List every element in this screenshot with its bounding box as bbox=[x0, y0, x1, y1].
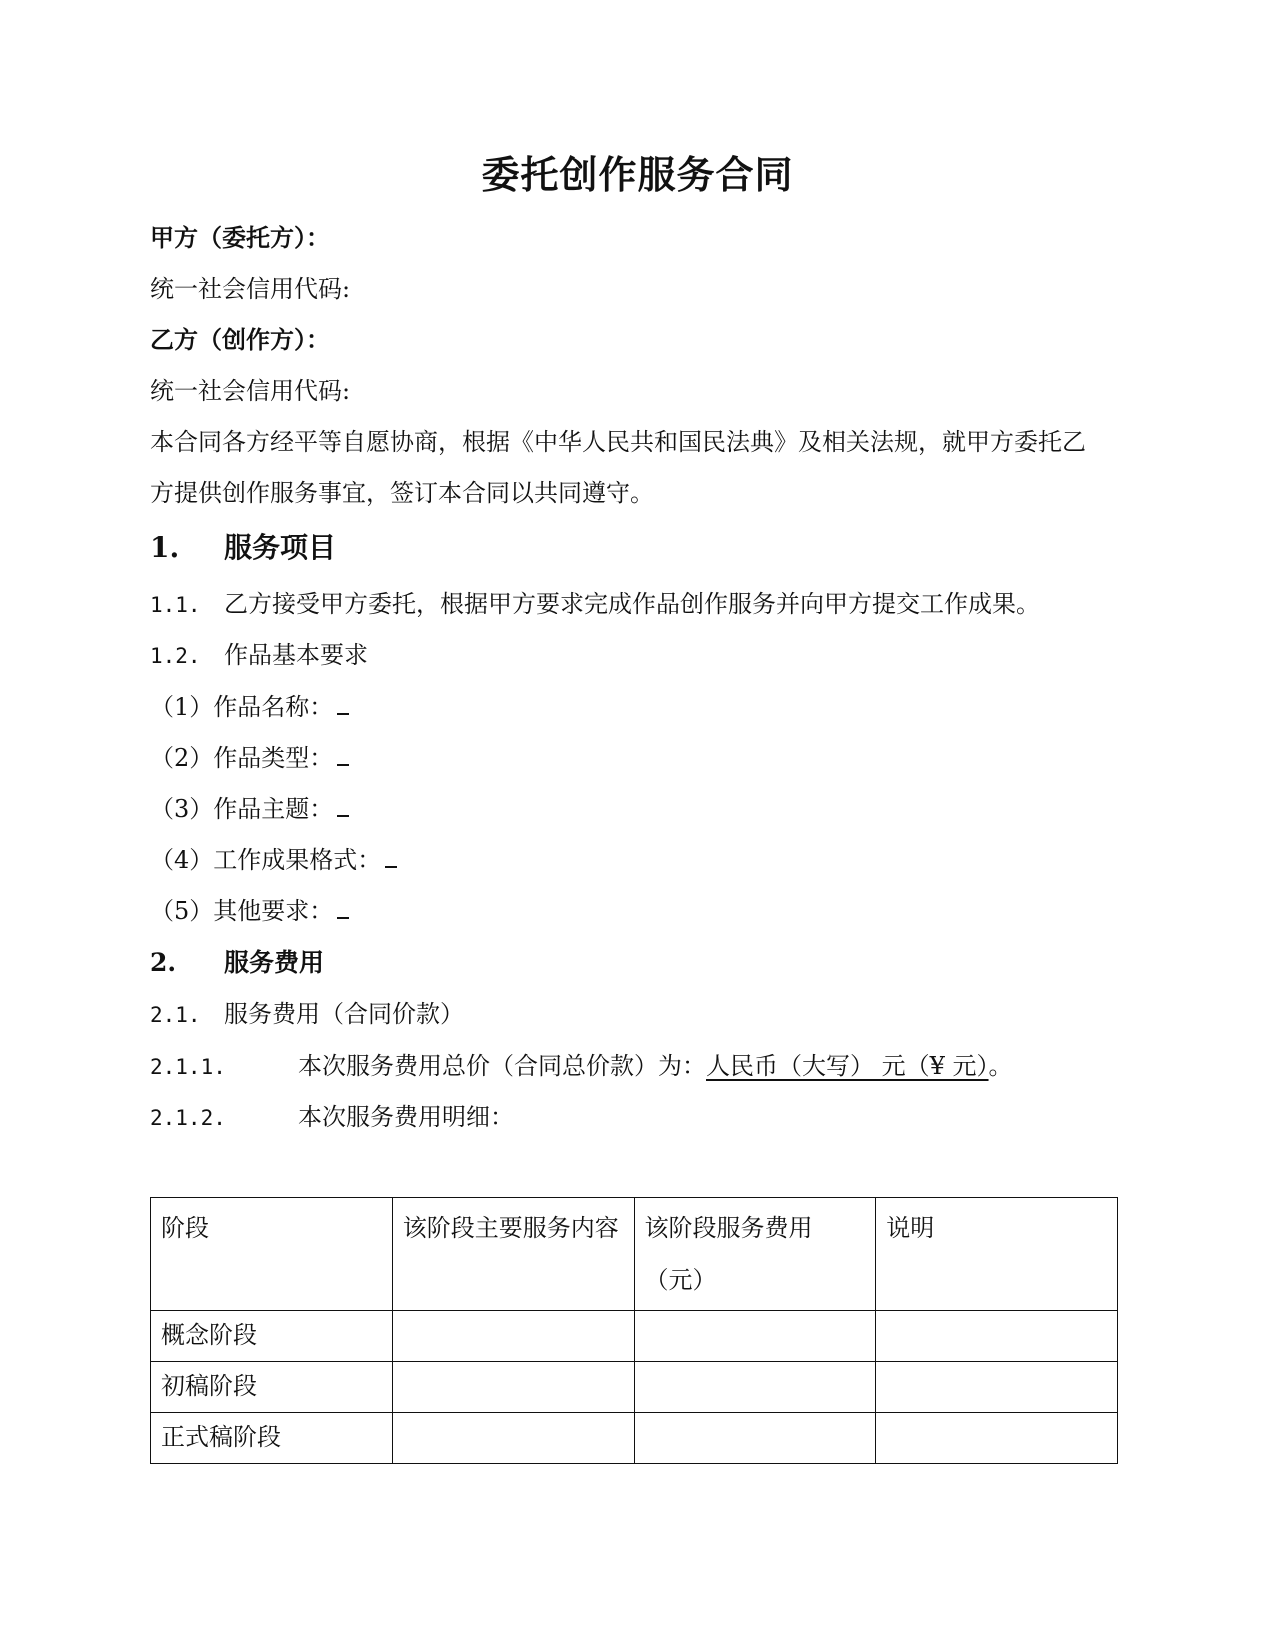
requirement-label-name: （1）作品名称： bbox=[150, 693, 334, 721]
table-cell-note[interactable] bbox=[876, 1362, 1118, 1413]
requirement-label-theme: （3）作品主题： bbox=[150, 795, 334, 823]
table-header-row bbox=[151, 1198, 1118, 1311]
table-header-stage: 阶段 bbox=[151, 1198, 393, 1311]
table-row bbox=[151, 1413, 1118, 1464]
table-header-fee: 该阶段服务费用（元） bbox=[634, 1198, 876, 1311]
party-b-credit-code-label: 统一社会信用代码: bbox=[150, 377, 351, 405]
clause-1-1 bbox=[150, 586, 1040, 623]
table-row bbox=[151, 1311, 1118, 1362]
table-cell-content[interactable] bbox=[392, 1311, 634, 1362]
party-a-label: 甲方（委托方）： bbox=[150, 223, 330, 252]
table-header-note: 说明 bbox=[876, 1198, 1118, 1311]
section-1-number: 1. bbox=[150, 531, 180, 564]
fee-breakdown-table bbox=[150, 1197, 1118, 1464]
blank-field bbox=[337, 793, 349, 817]
table-cell-stage: 初稿阶段 bbox=[151, 1362, 393, 1413]
table-header-content: 该阶段主要服务内容 bbox=[392, 1198, 634, 1311]
table-cell-fee[interactable] bbox=[634, 1362, 876, 1413]
table-cell-fee[interactable] bbox=[634, 1311, 876, 1362]
section-2-title: 服务费用 bbox=[224, 948, 325, 977]
table-cell-content[interactable] bbox=[392, 1362, 634, 1413]
clause-1-1-number: 1.1. bbox=[150, 593, 201, 617]
clause-2-1-text: 服务费用（合同价款） bbox=[224, 1000, 464, 1028]
requirement-item bbox=[150, 689, 349, 725]
table-cell-fee[interactable] bbox=[634, 1413, 876, 1464]
blank-field bbox=[337, 742, 349, 766]
clause-1-2-text: 作品基本要求 bbox=[224, 641, 368, 669]
clause-2-1 bbox=[150, 996, 464, 1033]
table-cell-content[interactable] bbox=[392, 1413, 634, 1464]
table-cell-note[interactable] bbox=[876, 1311, 1118, 1362]
section-1-heading bbox=[150, 528, 336, 568]
party-b-label: 乙方（创作方）： bbox=[150, 325, 330, 354]
requirement-item bbox=[150, 740, 349, 776]
requirement-label-other: （5）其他要求： bbox=[150, 897, 334, 925]
blank-field bbox=[385, 844, 397, 868]
clause-1-2-number: 1.2. bbox=[150, 644, 201, 668]
clause-2-1-1 bbox=[150, 1048, 1013, 1085]
section-1-title: 服务项目 bbox=[224, 531, 337, 564]
section-2-heading bbox=[150, 945, 324, 981]
requirement-item bbox=[150, 893, 349, 929]
clause-2-1-1-text: 本次服务费用总价（合同总价款）为： bbox=[298, 1052, 706, 1080]
table-cell-stage: 正式稿阶段 bbox=[151, 1413, 393, 1464]
blank-field bbox=[337, 895, 349, 919]
clause-1-2 bbox=[150, 637, 368, 674]
section-2-number: 2. bbox=[150, 948, 177, 977]
party-a-credit-code-label: 统一社会信用代码: bbox=[150, 275, 351, 303]
clause-2-1-1-number: 2.1.1. bbox=[150, 1055, 226, 1079]
requirement-item bbox=[150, 842, 397, 878]
preamble-line-2: 方提供创作服务事宜，签订本合同以共同遵守。 bbox=[150, 479, 654, 507]
table-cell-note[interactable] bbox=[876, 1413, 1118, 1464]
total-amount-field: 人民币（大写） 元（¥ 元） bbox=[706, 1052, 989, 1080]
clause-2-1-2-text: 本次服务费用明细： bbox=[298, 1103, 514, 1131]
clause-1-1-text: 乙方接受甲方委托，根据甲方要求完成作品创作服务并向甲方提交工作成果。 bbox=[224, 590, 1040, 618]
preamble-line-1: 本合同各方经平等自愿协商，根据《中华人民共和国民法典》及相关法规，就甲方委托乙 bbox=[150, 428, 1086, 456]
requirement-label-format: （4）工作成果格式： bbox=[150, 846, 382, 874]
blank-field bbox=[337, 691, 349, 715]
requirement-label-type: （2）作品类型： bbox=[150, 744, 334, 772]
clause-2-1-number: 2.1. bbox=[150, 1003, 201, 1027]
clause-2-1-1-end: 。 bbox=[988, 1052, 1013, 1080]
table-cell-stage: 概念阶段 bbox=[151, 1311, 393, 1362]
table-row bbox=[151, 1362, 1118, 1413]
requirement-item bbox=[150, 791, 349, 827]
clause-2-1-2-number: 2.1.2. bbox=[150, 1106, 226, 1130]
page-title: 委托创作服务合同 bbox=[481, 152, 794, 197]
clause-2-1-2 bbox=[150, 1099, 514, 1136]
